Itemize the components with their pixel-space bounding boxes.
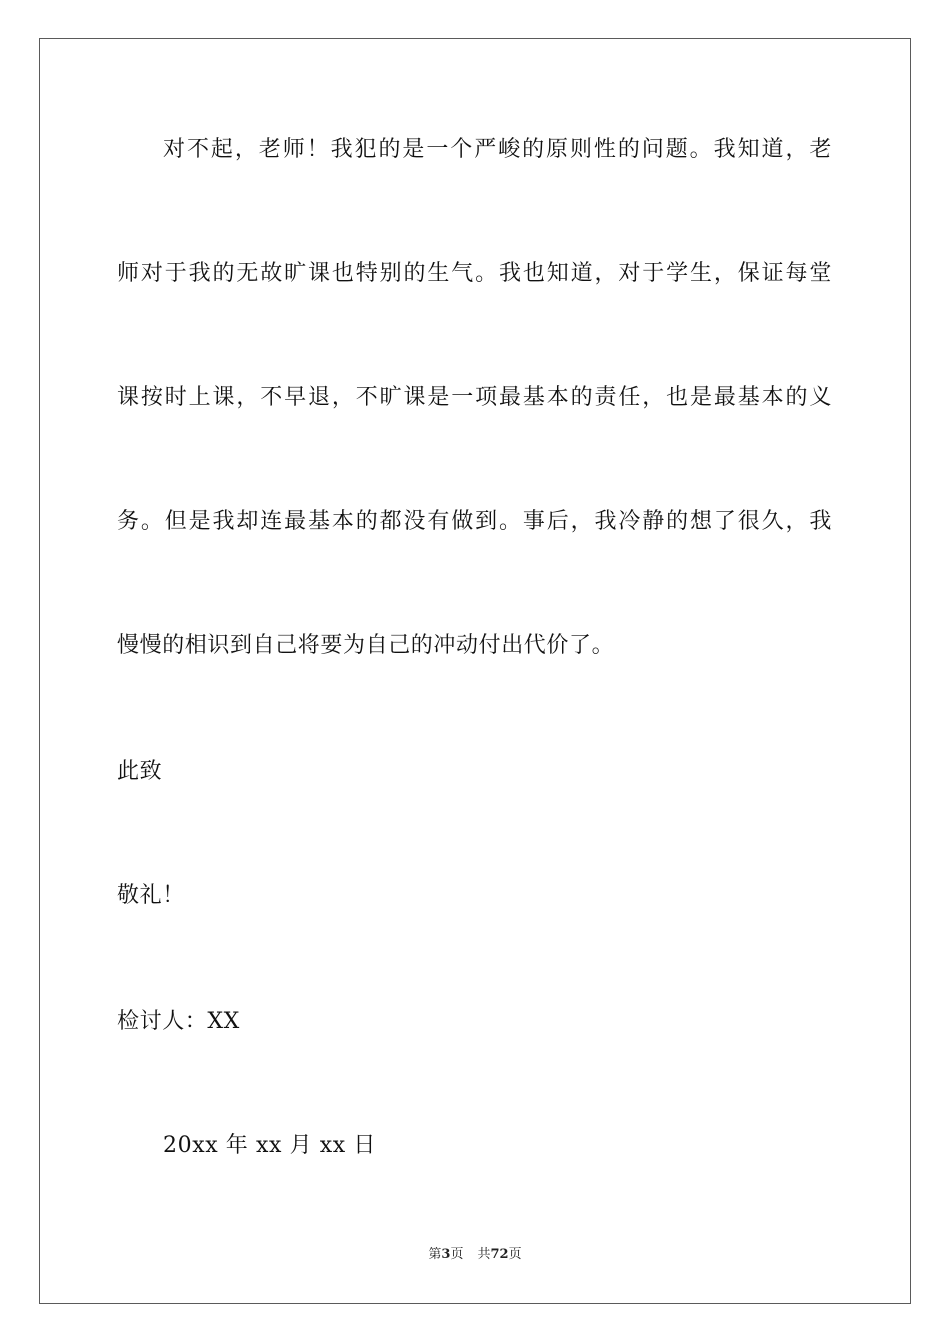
paragraph-line: 务。但是我却连最基本的都没有做到。事后，我冷静的想了很久，我: [117, 509, 832, 534]
signer-line: 检讨人：XX: [117, 1009, 240, 1034]
paragraph-line: 对不起，老师！我犯的是一个严峻的原则性的问题。我知道，老: [163, 137, 832, 162]
page-footer: [0, 1246, 950, 1264]
total-pages: 72: [490, 1247, 509, 1262]
paragraph-line: 师对于我的无故旷课也特别的生气。我也知道，对于学生，保证每堂: [117, 261, 832, 286]
page-prefix: 第: [428, 1247, 442, 1262]
paragraph-line: 课按时上课，不早退，不旷课是一项最基本的责任，也是最基本的义: [117, 385, 832, 410]
closing-regards: 敬礼！: [117, 883, 185, 908]
total-suffix: 页: [508, 1247, 522, 1262]
paragraph-line: 慢慢的相识到自己将要为自己的冲动付出代价了。: [117, 633, 615, 658]
page-current: 3: [441, 1247, 451, 1262]
total-prefix: 共: [477, 1247, 491, 1262]
closing-salutation: 此致: [117, 759, 163, 784]
date-line: 20xx 年 xx 月 xx 日: [163, 1133, 377, 1158]
page-border: [39, 38, 911, 1304]
page-suffix: 页: [450, 1247, 464, 1262]
